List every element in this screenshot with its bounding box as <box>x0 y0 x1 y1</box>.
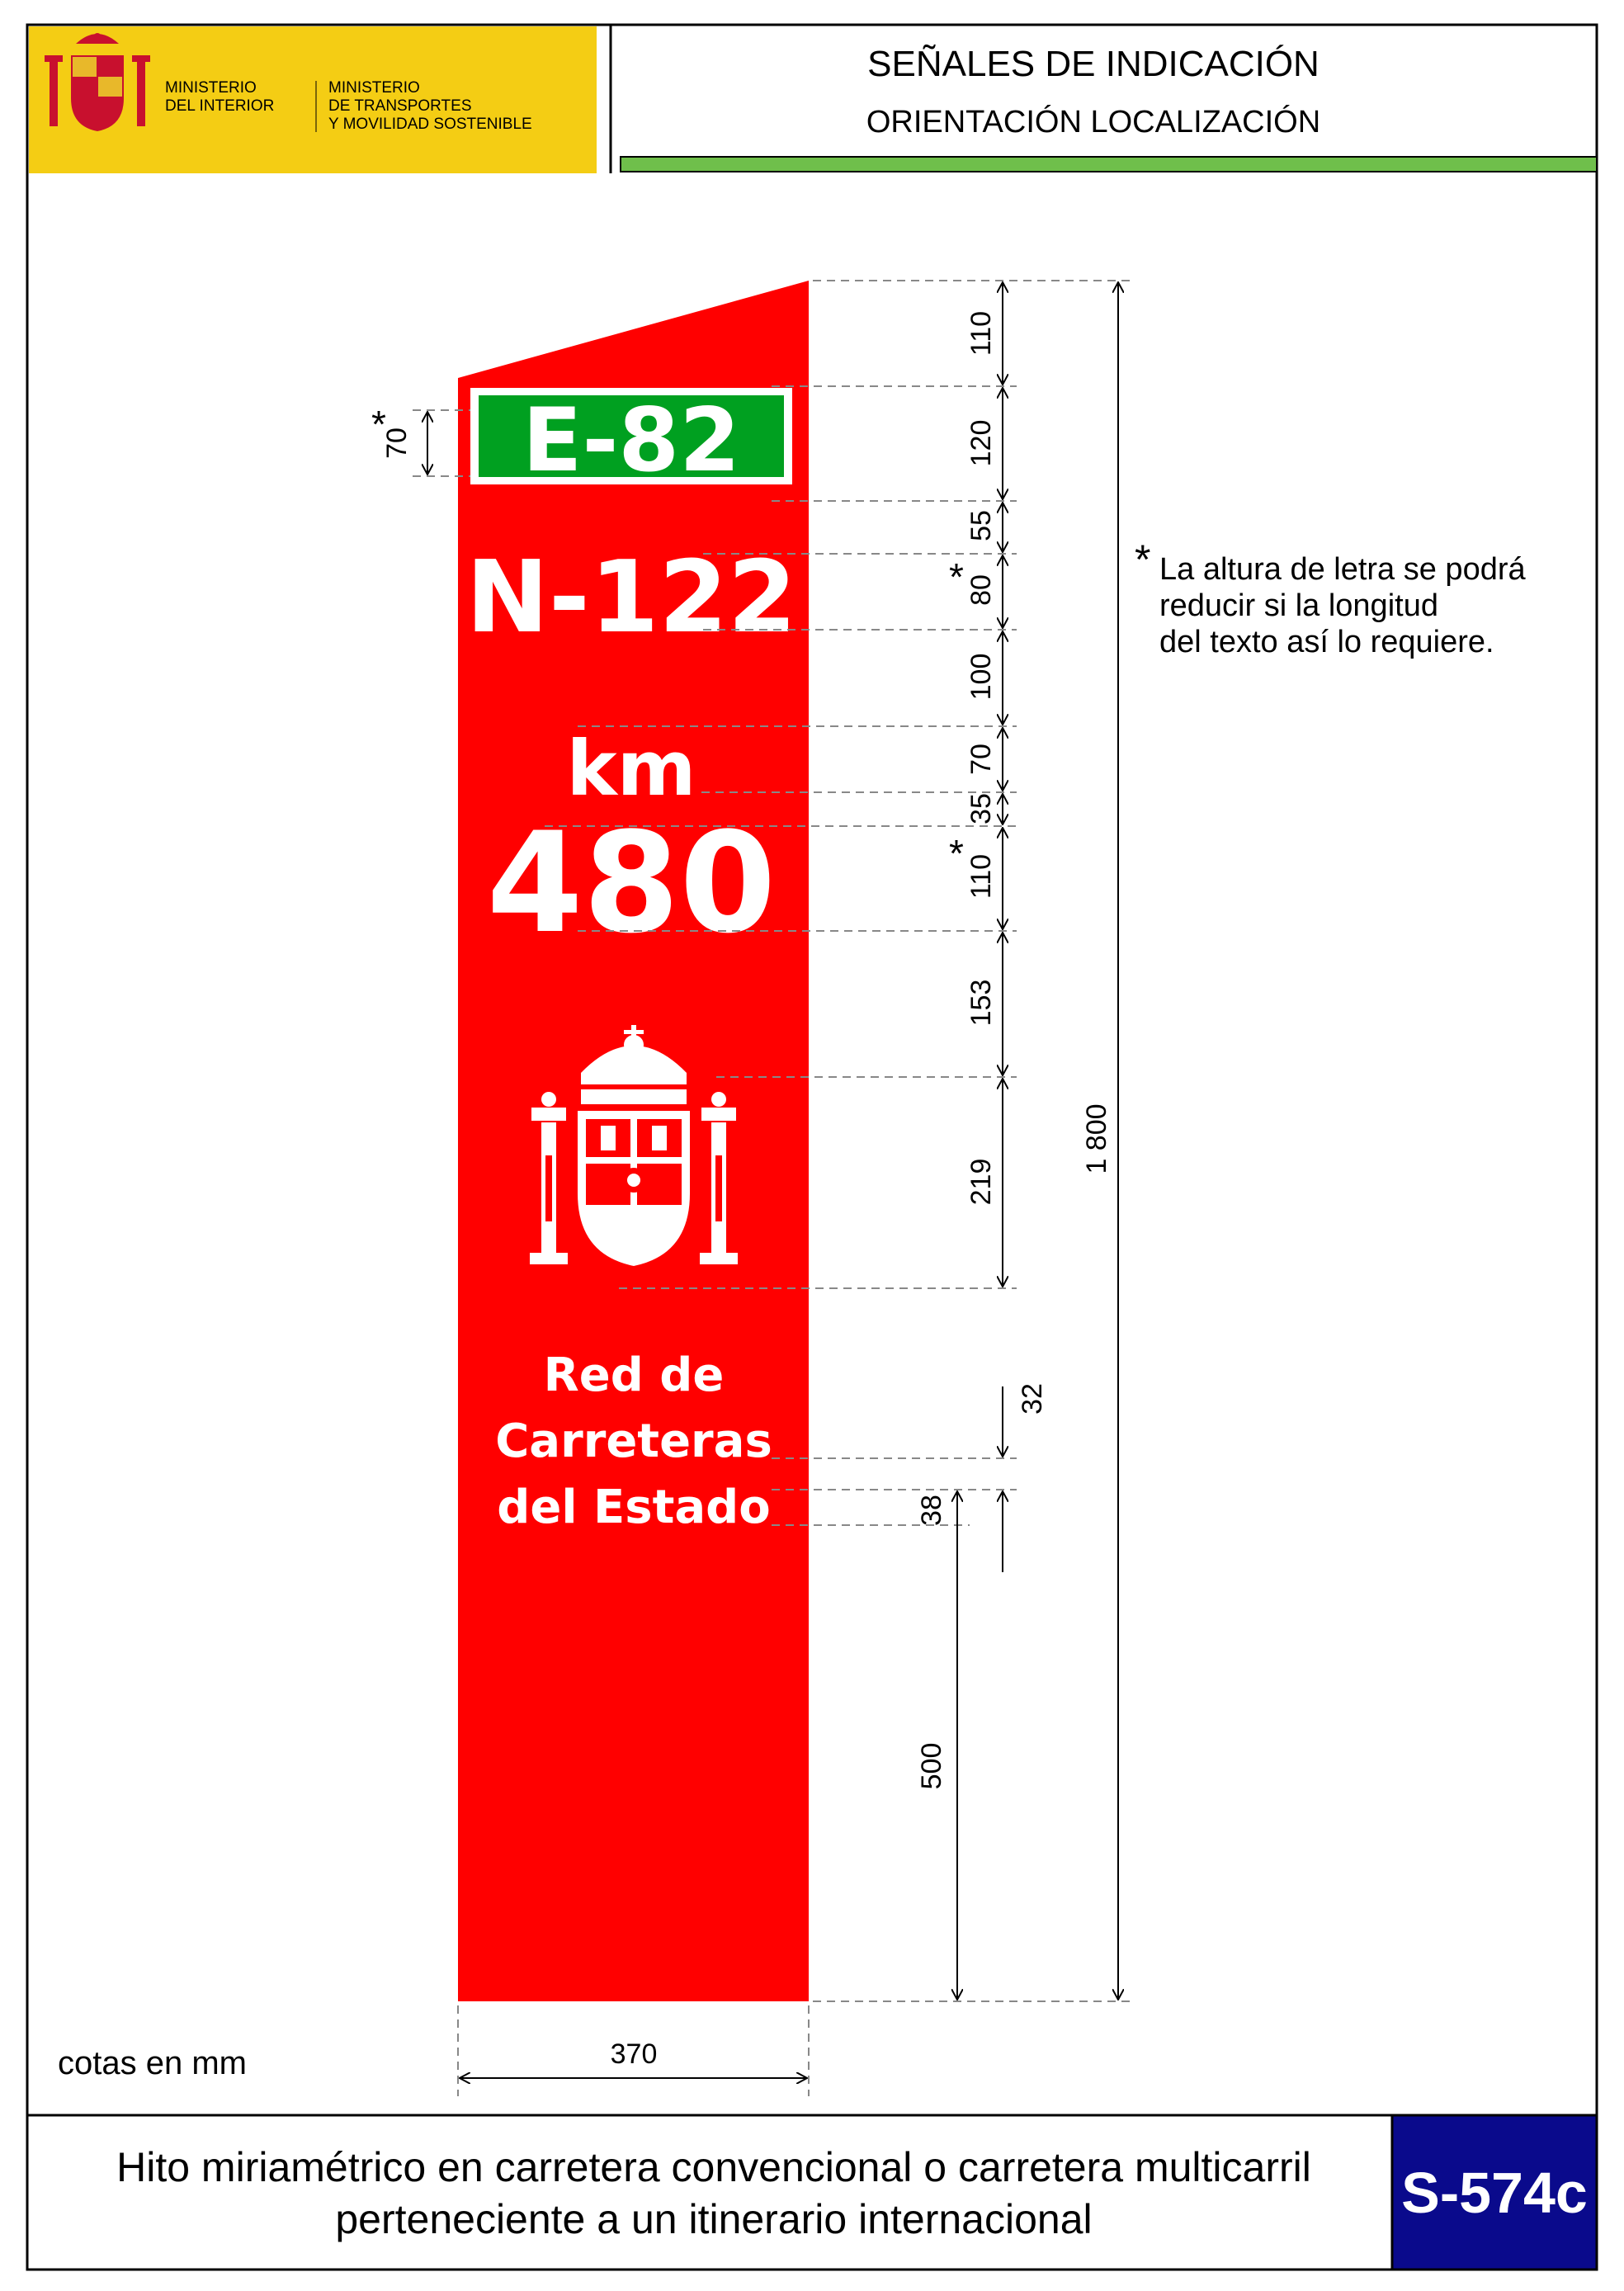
dim-55: 55 <box>965 510 997 541</box>
note-line1: La altura de letra se podrá <box>1159 552 1526 587</box>
network-line1: Red de <box>543 1349 725 1402</box>
note-line3: del texto así lo requiere. <box>1159 625 1494 659</box>
km-value: 480 <box>486 802 777 964</box>
page-subtitle: ORIENTACIÓN LOCALIZACIÓN <box>866 105 1321 139</box>
dim-32: 32 <box>1017 1383 1048 1415</box>
footer-line1: Hito miriamétrico en carretera convencional o carretera multicarril <box>116 2144 1311 2190</box>
dim-70-left: 70 <box>381 427 413 459</box>
ministry1-line2: DEL INTERIOR <box>165 97 275 115</box>
network-line2: Carreteras <box>495 1415 772 1468</box>
ministry1-line1: MINISTERIO <box>165 79 257 97</box>
sheet-border <box>27 25 1597 2270</box>
road-number: N-122 <box>465 541 797 655</box>
dim-100: 100 <box>965 653 997 701</box>
euro-route-label: E-82 <box>522 390 740 491</box>
footer-line2: perteneciente a un itinerario internacional <box>335 2196 1093 2242</box>
network-line3: del Estado <box>497 1481 771 1534</box>
dim-219: 219 <box>965 1158 997 1206</box>
ministry2-line1: MINISTERIO <box>328 79 420 97</box>
dim-38: 38 <box>916 1495 947 1526</box>
dim-110b: 110 <box>965 853 997 900</box>
header-green-bar <box>621 157 1597 172</box>
page-title: SEÑALES DE INDICACIÓN <box>867 44 1320 84</box>
dim-70: 70 <box>965 744 997 775</box>
dim-153: 153 <box>965 979 997 1027</box>
dim-500: 500 <box>916 1742 947 1790</box>
units-label: cotas en mm <box>58 2045 247 2081</box>
dim-1800: 1 800 <box>1081 1103 1112 1174</box>
asterisk-110: * <box>949 832 964 875</box>
asterisk-70: * <box>371 403 386 446</box>
dim-80: 80 <box>965 574 997 606</box>
note-line2: reducir si la longitud <box>1159 588 1438 623</box>
dim-370: 370 <box>610 2038 658 2070</box>
dim-120: 120 <box>965 419 997 467</box>
km-label: km <box>566 725 696 813</box>
note-asterisk: * <box>1135 536 1151 583</box>
ministry2-line3: Y MOVILIDAD SOSTENIBLE <box>328 116 532 133</box>
asterisk-80: * <box>949 555 964 598</box>
dim-35: 35 <box>965 793 997 824</box>
dim-110a: 110 <box>965 310 997 357</box>
ministry2-line2: DE TRANSPORTES <box>328 97 472 115</box>
code-label: S-574c <box>1401 2161 1588 2225</box>
